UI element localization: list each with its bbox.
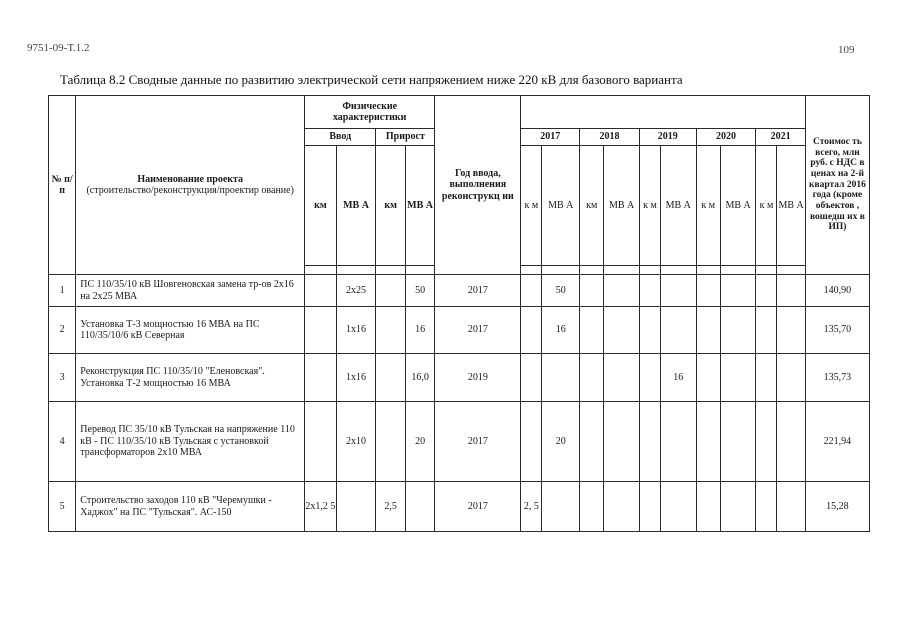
header-2017-mva: МВ А — [542, 146, 580, 266]
header-year-2021: 2021 — [756, 129, 805, 146]
header-input-km: км — [305, 146, 336, 266]
row-2021-mva — [777, 354, 805, 402]
row-2017-mva: 50 — [542, 275, 580, 307]
row-2020-km — [696, 482, 720, 532]
page-number: 109 — [838, 44, 855, 56]
row-2018-mva — [604, 482, 640, 532]
row-2018-mva — [604, 307, 640, 354]
row-2020-km — [696, 402, 720, 482]
row-2020-mva — [720, 354, 756, 402]
row-2017-km: 2, 5 — [521, 482, 542, 532]
header-year-2017: 2017 — [521, 129, 580, 146]
row-2021-mva — [777, 307, 805, 354]
row-2021-km — [756, 482, 777, 532]
row-2020-mva — [720, 482, 756, 532]
row-2018-km — [580, 275, 604, 307]
row-2019-mva — [660, 275, 696, 307]
row-2019-km — [639, 275, 660, 307]
row-no: 4 — [49, 402, 76, 482]
row-2018-km — [580, 307, 604, 354]
row-2017-mva — [542, 354, 580, 402]
row-2018-mva — [604, 354, 640, 402]
row-2017-km — [521, 307, 542, 354]
header-2020-km: к м — [696, 146, 720, 266]
row-name: ПС 110/35/10 кВ Шовгеновская замена тр-ов 2х16 на 2х25 МВА — [76, 275, 305, 307]
row-no: 2 — [49, 307, 76, 354]
row-2017-km — [521, 275, 542, 307]
row-name: Перевод ПС 35/10 кВ Тульская на напряжение 110 кВ - ПС 110/35/10 кВ Тульская с установкой трансформаторов 2х10 МВА — [76, 402, 305, 482]
row-2019-mva — [660, 402, 696, 482]
row-2018-km — [580, 402, 604, 482]
row-2021-km — [756, 402, 777, 482]
header-2019-km: к м — [639, 146, 660, 266]
row-2019-mva — [660, 307, 696, 354]
header-year-2019: 2019 — [639, 129, 696, 146]
row-growth-km — [376, 275, 405, 307]
row-input-mva: 1х16 — [336, 307, 376, 354]
row-2020-mva — [720, 307, 756, 354]
header-growth-km: км — [376, 146, 405, 266]
row-2019-mva: 16 — [660, 354, 696, 402]
header-name — [76, 96, 305, 275]
row-input-mva: 2х25 — [336, 275, 376, 307]
header-2017-km: к м — [521, 146, 542, 266]
row-growth-km — [376, 354, 405, 402]
header-year-2020: 2020 — [696, 129, 756, 146]
header-year: Год ввода, выполнения реконструкц ии — [435, 96, 521, 275]
header-year-2018: 2018 — [580, 129, 640, 146]
table-row — [49, 307, 870, 354]
row-year: 2017 — [435, 482, 521, 532]
row-input-mva: 1х16 — [336, 354, 376, 402]
header-growth-mva: МВ А — [405, 146, 434, 266]
row-year: 2017 — [435, 275, 521, 307]
row-growth-mva: 50 — [405, 275, 434, 307]
row-2019-km — [639, 354, 660, 402]
table-row — [49, 275, 870, 307]
row-2018-km — [580, 354, 604, 402]
row-cost: 135,73 — [805, 354, 869, 402]
row-no: 5 — [49, 482, 76, 532]
header-cost: Стоимос ть всего, млн руб. с НДС в ценах на 2-й квартал 2016 года (кроме объектов , вошедш их в ИП) — [805, 96, 869, 275]
row-2017-mva: 20 — [542, 402, 580, 482]
row-year: 2019 — [435, 354, 521, 402]
row-2018-km — [580, 482, 604, 532]
table-row — [49, 402, 870, 482]
header-years-group — [521, 96, 805, 129]
row-2021-km — [756, 354, 777, 402]
row-no: 1 — [49, 275, 76, 307]
row-growth-mva — [405, 482, 434, 532]
header-2018-km: км — [580, 146, 604, 266]
header-name-title: Наименование проекта — [137, 173, 244, 185]
row-2018-mva — [604, 275, 640, 307]
row-2021-km — [756, 275, 777, 307]
row-growth-mva: 16,0 — [405, 354, 434, 402]
row-2017-km — [521, 354, 542, 402]
row-2020-mva — [720, 402, 756, 482]
row-2017-km — [521, 402, 542, 482]
row-growth-km: 2,5 — [376, 482, 405, 532]
row-name: Строительство заходов 110 кВ "Черемушки - Хаджох" на ПС "Тульская". АС-150 — [76, 482, 305, 532]
row-2018-mva — [604, 402, 640, 482]
row-2021-mva — [777, 482, 805, 532]
row-2017-mva: 16 — [542, 307, 580, 354]
header-input: Ввод — [305, 129, 376, 146]
row-growth-mva: 16 — [405, 307, 434, 354]
header-no: № п/п — [49, 96, 76, 275]
header-2020-mva: МВ А — [720, 146, 756, 266]
header-physical: Физические характеристики — [305, 96, 435, 129]
row-2019-mva — [660, 482, 696, 532]
row-2020-mva — [720, 275, 756, 307]
row-input-km — [305, 275, 336, 307]
row-2019-km — [639, 307, 660, 354]
row-input-mva: 2х10 — [336, 402, 376, 482]
row-2019-km — [639, 402, 660, 482]
row-2021-km — [756, 307, 777, 354]
row-name: Реконструкция ПС 110/35/10 "Еленовская". Установка Т-2 мощностью 16 МВА — [76, 354, 305, 402]
header-input-mva: МВ А — [336, 146, 376, 266]
table-row — [49, 354, 870, 402]
row-name: Установка Т-3 мощностью 16 МВА на ПС 110/35/10/6 кВ Северная — [76, 307, 305, 354]
row-2019-km — [639, 482, 660, 532]
header-2018-mva: МВ А — [604, 146, 640, 266]
row-2020-km — [696, 307, 720, 354]
table-caption: Таблица 8.2 Сводные данные по развитию электрической сети напряжением ниже 220 кВ для базового варианта — [60, 72, 683, 87]
row-input-mva — [336, 482, 376, 532]
header-name-subtitle: (строительство/реконструкция/проектир ование) — [86, 185, 294, 196]
row-2020-km — [696, 275, 720, 307]
row-input-km: 2х1,2 5 — [305, 482, 336, 532]
header-growth: Прирост — [376, 129, 435, 146]
row-2017-mva — [542, 482, 580, 532]
row-cost: 221,94 — [805, 402, 869, 482]
row-year: 2017 — [435, 307, 521, 354]
document-code: 9751-09-Т.1.2 — [27, 42, 90, 54]
table-row — [49, 482, 870, 532]
row-input-km — [305, 402, 336, 482]
row-cost: 135,70 — [805, 307, 869, 354]
header-2021-km: к м — [756, 146, 777, 266]
header-2019-mva: МВ А — [660, 146, 696, 266]
row-cost: 140,90 — [805, 275, 869, 307]
row-growth-km — [376, 402, 405, 482]
row-input-km — [305, 354, 336, 402]
row-no: 3 — [49, 354, 76, 402]
row-cost: 15,28 — [805, 482, 869, 532]
row-input-km — [305, 307, 336, 354]
row-growth-mva: 20 — [405, 402, 434, 482]
header-2021-mva: МВ А — [777, 146, 805, 266]
row-2021-mva — [777, 402, 805, 482]
row-year: 2017 — [435, 402, 521, 482]
row-2021-mva — [777, 275, 805, 307]
row-growth-km — [376, 307, 405, 354]
summary-table — [48, 95, 870, 532]
row-2020-km — [696, 354, 720, 402]
